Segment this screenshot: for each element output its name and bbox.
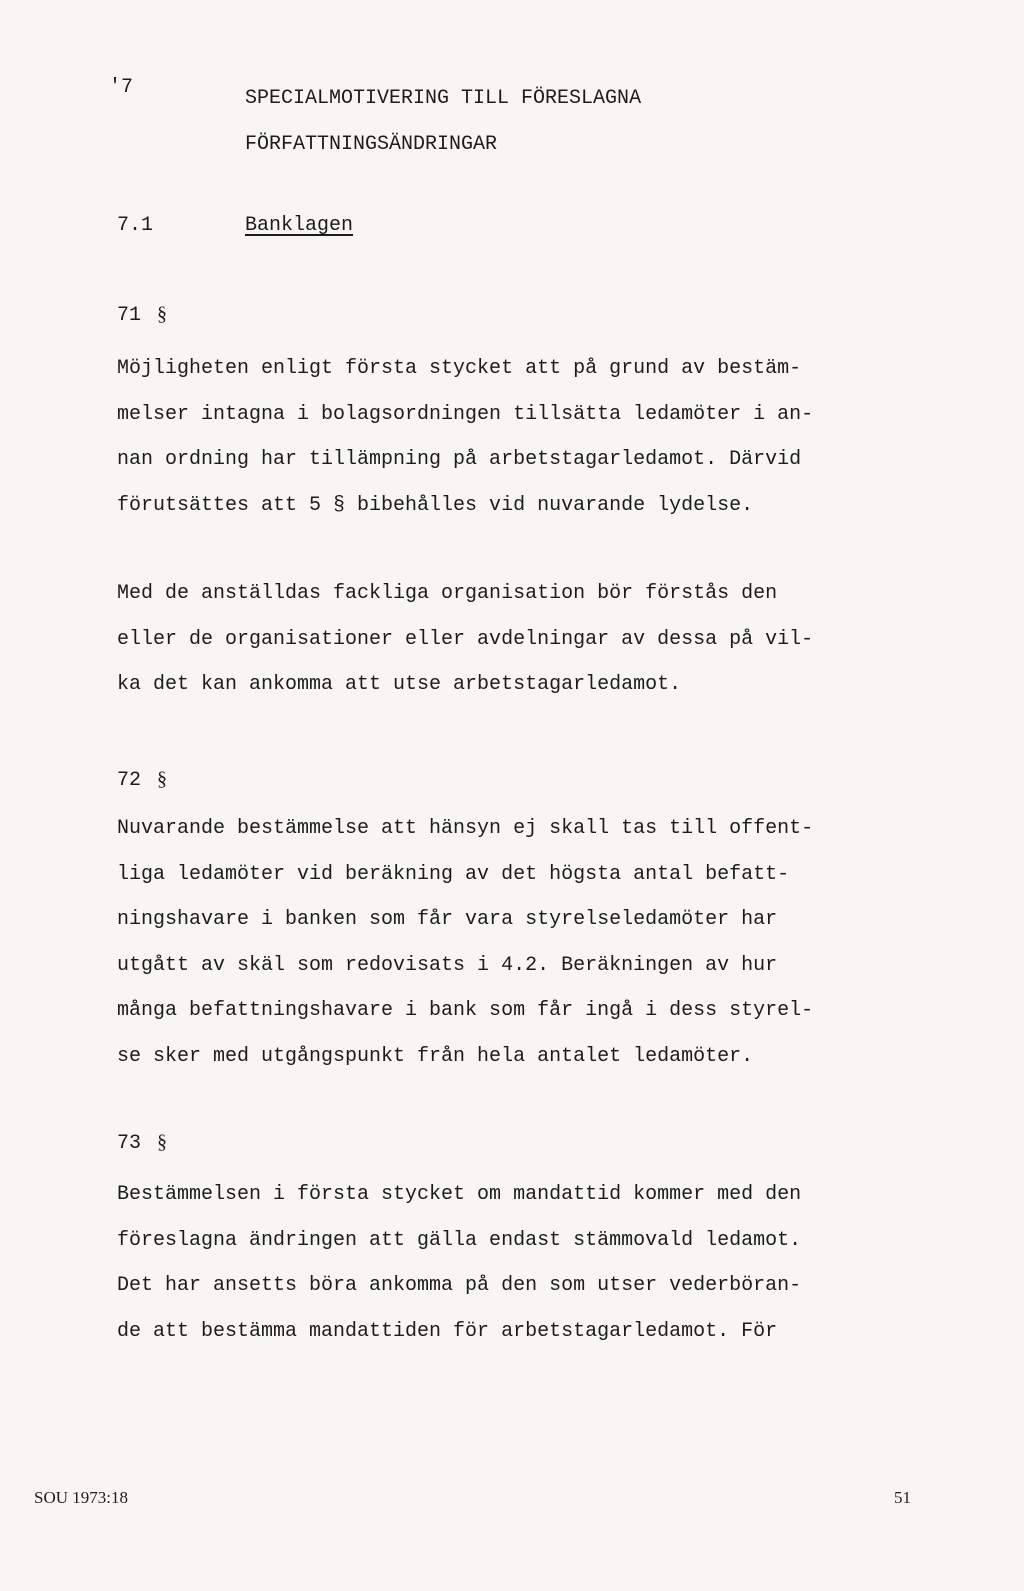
section-sign: §: [157, 303, 168, 325]
paragraph-mark-73: [117, 1131, 167, 1155]
chapter-title: [245, 76, 641, 168]
paragraph-mark-72: [117, 768, 167, 792]
section-number: 7.1: [117, 214, 154, 237]
paragraph-73-text-1: Bestämmelsen i första stycket om mandattid kommer med den föreslagna ändringen att gälla endast stämmovald ledamot. Det har ansetts böra ankomma på den som utser vederböran- de att bestämma mandattiden för arbetstagarledamot. För: [117, 1183, 802, 1343]
paragraph-number: 71: [117, 304, 142, 327]
section-title: Banklagen: [245, 214, 354, 237]
chapter-title-line-1: SPECIALMOTIVERING TILL FÖRESLAGNA: [245, 87, 642, 110]
paragraph-71-text-2: Med de anställdas fackliga organisation bör förstås den eller de organisationer eller avdelningar av dessa på vil- ka det kan ankomma att utse arbetstagarledamot.: [117, 582, 814, 696]
chapter-number: '7: [109, 76, 134, 99]
paragraph-mark-71: [117, 303, 167, 327]
chapter-title-line-2: FÖRFATTNINGSÄNDRINGAR: [245, 133, 498, 156]
section-sign: §: [157, 1131, 168, 1153]
paragraph-71-text-1: Möjligheten enligt första stycket att på grund av bestäm- melser intagna i bolagsordningen tillsätta ledamöter i an- nan ordning har tillämpning på arbetstagarledamot. Därvid förutsättes att 5 § bibehålles vid nuvarande lydelse.: [117, 357, 814, 517]
paragraph-number: 73: [117, 1132, 142, 1155]
footer-publication-id: SOU 1973:18: [34, 1488, 128, 1507]
footer-page-number: 51: [894, 1488, 911, 1507]
section-sign: §: [157, 768, 168, 790]
paragraph-number: 72: [117, 769, 142, 792]
paragraph-72-text-1: Nuvarande bestämmelse att hänsyn ej skall tas till offent- liga ledamöter vid beräkning av det högsta antal befatt- ningshavare i banken som får vara styrelseledamöter har utgått av skäl som redovisats i 4.2. Beräkningen av hur många befattningshavare i bank som får ingå i dess styrel- se sker med utgångspunkt från hela antalet ledamöter.: [117, 817, 814, 1068]
